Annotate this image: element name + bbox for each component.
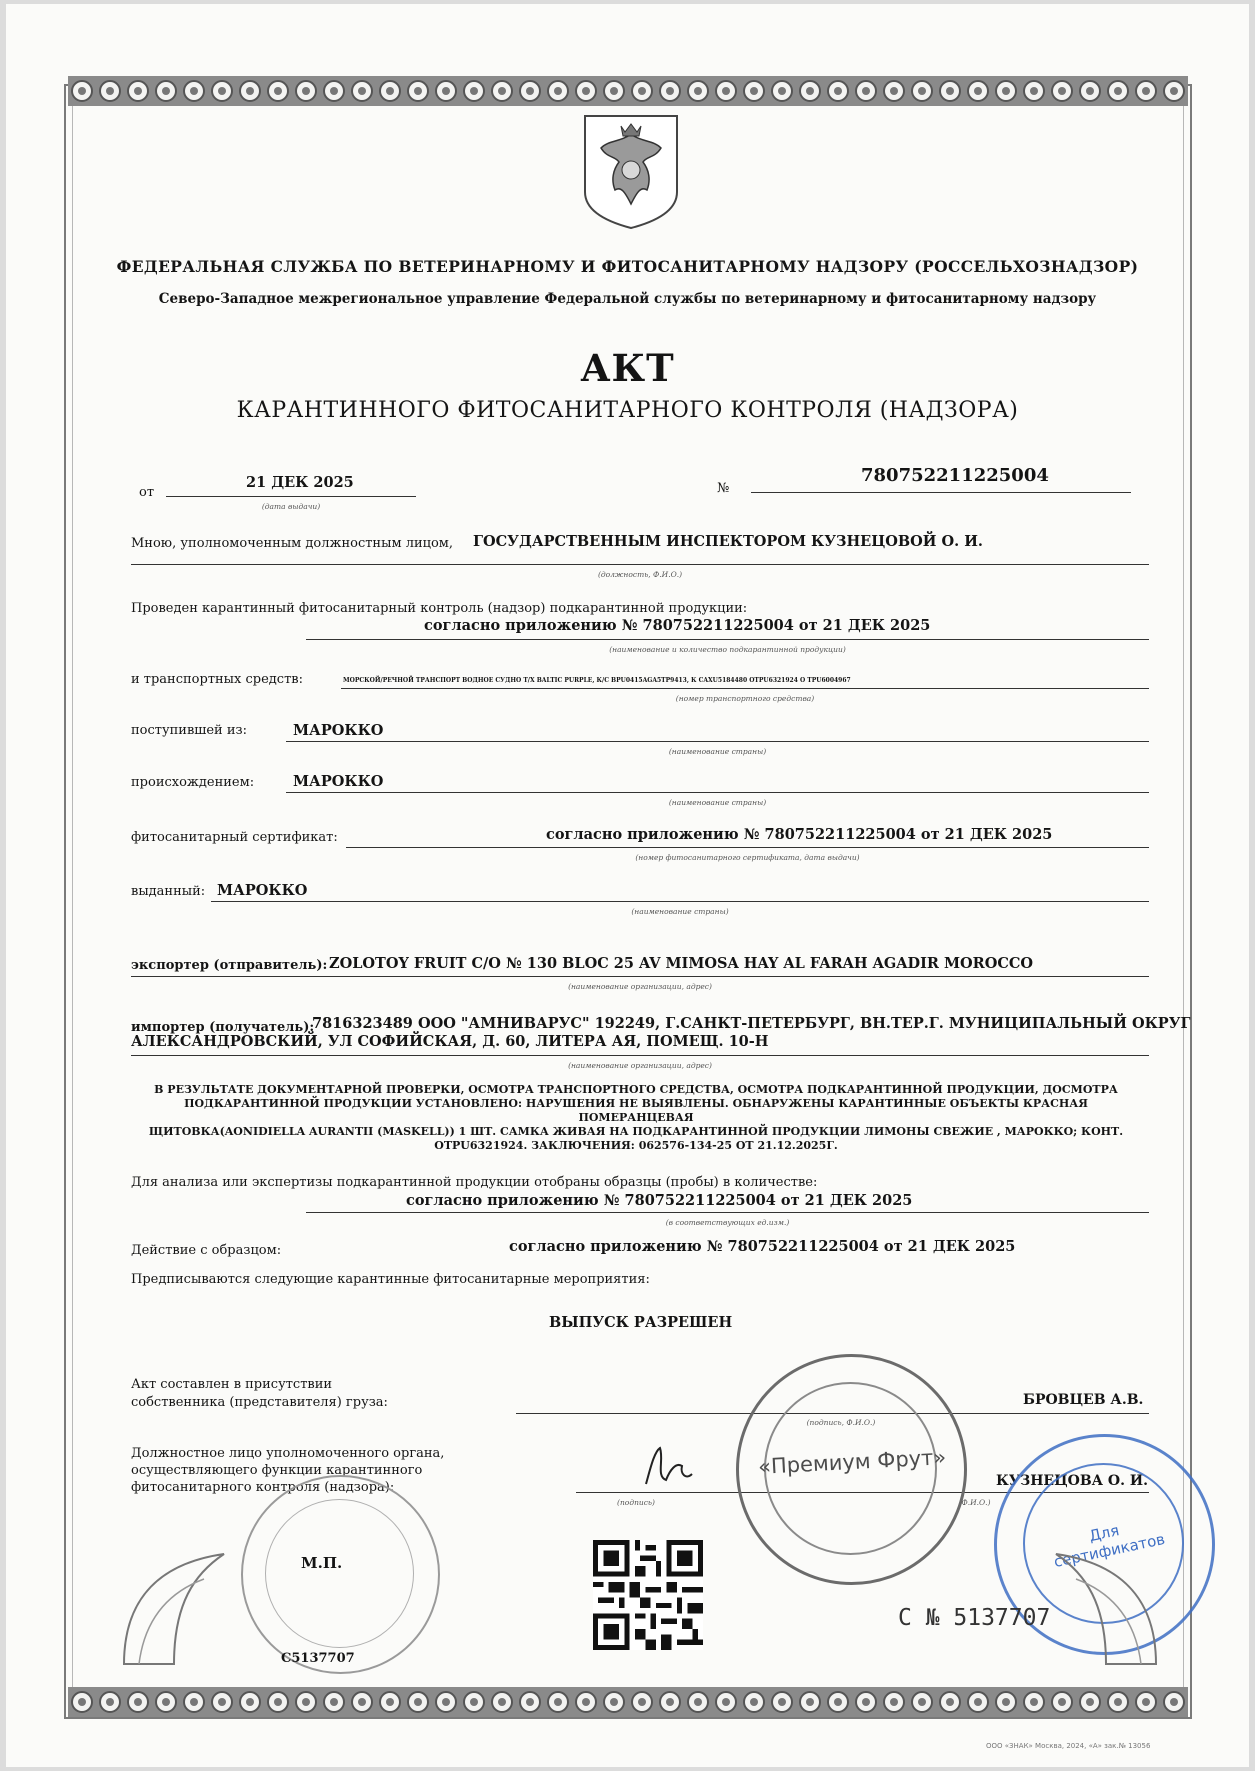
importer-value-line2: АЛЕКСАНДРОВСКИЙ, УЛ СОФИЙСКАЯ, Д. 60, ЛИТЕРА АЯ, ПОМЕЩ. 10-Н	[131, 1033, 769, 1050]
arrived-from-hint: (наименование страны)	[668, 747, 767, 756]
certificate-hint: (номер фитосанитарного сертификата, дата выдачи)	[635, 853, 860, 862]
origin-hint: (наименование страны)	[668, 798, 767, 807]
arrived-from-value: МАРОККО	[293, 722, 384, 739]
exporter-value: ZOLOTOY FRUIT C/O № 130 BLOC 25 AV MIMOSA HAY AL FARAH AGADIR MOROCCO	[329, 955, 1034, 972]
agency-name: ФЕДЕРАЛЬНАЯ СЛУЖБА ПО ВЕТЕРИНАРНОМУ И ФИТОСАНИТАРНОМУ НАДЗОРУ (РОССЕЛЬХОЗНАДЗОР)	[116, 257, 1139, 276]
samples-hint: (в соответствующих ед.изм.)	[665, 1218, 790, 1227]
transport-hint: (номер транспортного средства)	[675, 694, 815, 703]
arrived-from-label: поступившей из:	[131, 723, 247, 738]
official-seal-inner-ring	[265, 1499, 414, 1648]
transport-value: МОРСКОЙ/РЕЧНОЙ ТРАНСПОРТ ВОДНОЕ СУДНО Т/Х BALTIC PURPLE, К/С BPU0415AGA5TP9413, К CAXU5184480 OTPU6321924 О TPU6004967	[343, 677, 851, 684]
official-seal-stamp	[241, 1475, 440, 1674]
exporter-hint: (наименование организации, адрес)	[568, 982, 712, 991]
act-number: 780752211225004	[861, 465, 1049, 486]
owner-hint: (подпись, Ф.И.О.)	[806, 1418, 876, 1427]
seal-label: М.П.	[301, 1554, 343, 1572]
official-label-line3: фитосанитарного контроля (надзора):	[131, 1480, 395, 1495]
certificate-value: согласно приложению № 780752211225004 от 21 ДЕК 2025	[546, 826, 1053, 843]
printer-note: ООО «ЗНАК» Москва, 2024, «А» зак.№ 13056	[986, 1742, 1151, 1750]
top-ornament-border	[68, 76, 1188, 106]
product-hint: (наименование и количество подкарантинной продукции)	[609, 645, 846, 654]
owner-label-line1: Акт составлен в присутствии	[131, 1377, 333, 1392]
issue-date-hint: (дата выдачи)	[261, 502, 321, 511]
blank-code-small: С5137707	[281, 1651, 355, 1666]
official-sign-hint: (подпись)	[617, 1498, 655, 1507]
sample-action-label: Действие с образцом:	[131, 1243, 282, 1258]
importer-hint: (наименование организации, адрес)	[568, 1061, 712, 1070]
samples-label: Для анализа или экспертизы подкарантинной продукции отобраны образцы (пробы) в количестве:	[131, 1175, 818, 1190]
issued-by-value: МАРОККО	[217, 882, 308, 899]
right-corner-ornament	[1046, 1544, 1166, 1674]
remarks-line: OTPU6321924. ЗАКЛЮЧЕНИЯ: 062576-134-25 ОТ 21.12.2025Г.	[434, 1139, 838, 1152]
exporter-label: экспортер (отправитель):	[131, 958, 328, 973]
document-subtitle: КАРАНТИННОГО ФИТОСАНИТАРНОГО КОНТРОЛЯ (НАДЗОРА)	[236, 398, 1019, 423]
inspector-hint: (должность, Ф.И.О.)	[597, 570, 683, 579]
department-name: Северо-Западное межрегиональное управление Федеральной службы по ветеринарному и фитосанитарному надзору	[158, 291, 1097, 307]
owner-label-line2: собственника (представителя) груза:	[131, 1395, 388, 1410]
importer-value-line1: 7816323489 ООО "АМНИВАРУС" 192249, Г.САНКТ-ПЕТЕРБУРГ, ВН.ТЕР.Г. МУНИЦИПАЛЬНЫЙ ОКРУГ	[312, 1015, 1191, 1032]
document-title: АКТ	[580, 346, 675, 390]
document-sheet	[6, 4, 1249, 1767]
from-label: от	[139, 485, 155, 500]
remarks-line: В РЕЗУЛЬТАТЕ ДОКУМЕНТАРНОЙ ПРОВЕРКИ, ОСМОТРА ТРАНСПОРТНОГО СРЕДСТВА, ОСМОТРА ПОДКАРАНТИННОЙ ПРОДУКЦИИ, ДОСМОТРА	[154, 1083, 1118, 1096]
certification-stamp-text: Для сертификатов	[1052, 1521, 1167, 1572]
coat-of-arms-emblem	[581, 112, 681, 230]
official-name: КУЗНЕЦОВА О. И.	[996, 1473, 1148, 1489]
bottom-ornament-border	[68, 1687, 1188, 1717]
issued-by-hint: (наименование страны)	[631, 907, 729, 916]
inspector-label: Мною, уполномоченным должностным лицом,	[131, 536, 454, 551]
product-label: Проведен карантинный фитосанитарный контроль (надзор) подкарантинной продукции:	[131, 601, 748, 616]
owner-name: БРОВЦЕВ А.В.	[1023, 1392, 1144, 1408]
measures-label: Предписываются следующие карантинные фитосанитарные мероприятия:	[131, 1272, 650, 1287]
inspection-remarks	[141, 1083, 1131, 1153]
official-fio-hint: Ф.И.О.)	[961, 1498, 991, 1507]
product-value: согласно приложению № 780752211225004 от 21 ДЕК 2025	[424, 617, 931, 634]
origin-value: МАРОККО	[293, 773, 384, 790]
official-label-line2: осуществляющего функции карантинного	[131, 1463, 423, 1478]
transport-label: и транспортных средств:	[131, 672, 303, 687]
issue-date: 21 ДЕК 2025	[246, 474, 354, 491]
sample-action-value: согласно приложению № 780752211225004 от 21 ДЕК 2025	[509, 1238, 1016, 1255]
left-corner-ornament	[114, 1544, 234, 1674]
remarks-line: ПОДКАРАНТИННОЙ ПРОДУКЦИИ УСТАНОВЛЕНО: НАРУШЕНИЯ НЕ ВЫЯВЛЕНЫ. ОБНАРУЖЕНЫ КАРАНТИННЫЕ ОБЪЕКТЫ КРАСНАЯ ПОМЕРАНЦЕВАЯ	[184, 1097, 1088, 1124]
issued-by-label: выданный:	[131, 884, 206, 899]
importer-label: импортер (получатель):	[131, 1020, 315, 1035]
measures-value: ВЫПУСК РАЗРЕШЕН	[549, 1314, 733, 1331]
number-label: №	[717, 481, 730, 496]
inspector-signature	[636, 1440, 696, 1492]
samples-value: согласно приложению № 780752211225004 от 21 ДЕК 2025	[406, 1192, 913, 1209]
certificate-label: фитосанитарный сертификат:	[131, 830, 338, 845]
official-label-line1: Должностное лицо уполномоченного органа,	[131, 1446, 445, 1461]
inspector-value: ГОСУДАРСТВЕННЫМ ИНСПЕКТОРОМ КУЗНЕЦОВОЙ О. И.	[473, 533, 983, 550]
company-stamp-text: «Премиум Фрут»	[757, 1445, 947, 1479]
origin-label: происхождением:	[131, 775, 255, 790]
blank-number: С № 5137707	[898, 1605, 1051, 1631]
remarks-line: ЩИТОВКА(AONIDIELLA AURANTII (MASKELL)) 1 ШТ. САМКА ЖИВАЯ НА ПОДКАРАНТИННОЙ ПРОДУКЦИИ ЛИМОНЫ СВЕЖИЕ , МАРОККО; КОНТ.	[148, 1125, 1124, 1138]
qr-code	[593, 1540, 703, 1650]
